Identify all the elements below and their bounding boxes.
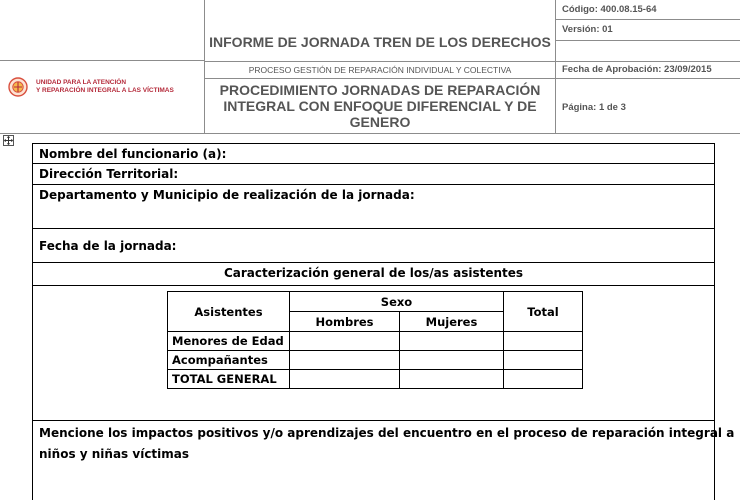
official-name-label: Nombre del funcionario (a): — [39, 147, 227, 161]
page-number: Página: 1 de 3 — [562, 102, 626, 113]
table-move-handle-icon[interactable] — [3, 135, 14, 146]
process-name: PROCESO GESTIÓN DE REPARACIÓN INDIVIDUAL Y COLECTIVA — [248, 65, 512, 75]
attendees-table — [167, 291, 583, 389]
cell-companions-men[interactable] — [290, 351, 400, 370]
cell-minors-women[interactable] — [400, 332, 504, 351]
location-label: Departamento y Municipio de realización de la jornada: — [39, 188, 415, 202]
row-label-companions: Acompañantes — [168, 351, 290, 370]
document-title: INFORME DE JORNADA TREN DE LOS DERECHOS — [209, 34, 551, 50]
official-name-row[interactable] — [32, 143, 715, 164]
document-code: Código: 400.08.15-64 — [562, 4, 657, 15]
cell-total-total[interactable] — [504, 370, 583, 389]
col-men-header: Hombres — [290, 312, 400, 332]
col-attendees-header: Asistentes — [168, 292, 290, 332]
date-row[interactable] — [32, 229, 715, 263]
impacts-row[interactable] — [32, 421, 735, 500]
document-version: Versión: 01 — [562, 24, 613, 35]
document-header — [0, 0, 740, 133]
territorial-label: Dirección Territorial: — [39, 167, 179, 181]
col-sex-header: Sexo — [290, 292, 504, 312]
row-label-total-general: TOTAL GENERAL — [168, 370, 290, 389]
location-row[interactable] — [32, 185, 715, 229]
cell-companions-women[interactable] — [400, 351, 504, 370]
col-total-header: Total — [504, 292, 583, 332]
approval-date: Fecha de Aprobación: 23/09/2015 — [562, 64, 712, 75]
victims-unit-logo-icon — [8, 77, 28, 97]
cell-minors-total[interactable] — [504, 332, 583, 351]
procedure-name: PROCEDIMIENTO JORNADAS DE REPARACIÓN INTEGRAL CON ENFOQUE DIFERENCIAL Y DE GENERO — [219, 82, 541, 130]
organization-name-line1: UNIDAD PARA LA ATENCIÓN — [36, 79, 127, 86]
organization-name-line2: Y REPARACIÓN INTEGRAL A LAS VÍCTIMAS — [36, 86, 174, 94]
cell-total-men[interactable] — [290, 370, 400, 389]
col-women-header: Mujeres — [400, 312, 504, 332]
date-label: Fecha de la jornada: — [39, 239, 177, 253]
row-label-minors: Menores de Edad — [168, 332, 290, 351]
cell-total-women[interactable] — [400, 370, 504, 389]
cell-companions-total[interactable] — [504, 351, 583, 370]
characterization-title: Caracterización general de los/as asistentes — [223, 266, 524, 280]
impacts-question-line2: niños y niñas víctimas — [39, 447, 190, 461]
organization-name — [36, 79, 174, 94]
cell-minors-men[interactable] — [290, 332, 400, 351]
characterization-header-row — [32, 263, 715, 286]
territorial-row[interactable] — [32, 164, 715, 185]
impacts-question-line1: Mencione los impactos positivos y/o aprendizajes del encuentro en el proceso de reparación integral a — [39, 426, 735, 440]
